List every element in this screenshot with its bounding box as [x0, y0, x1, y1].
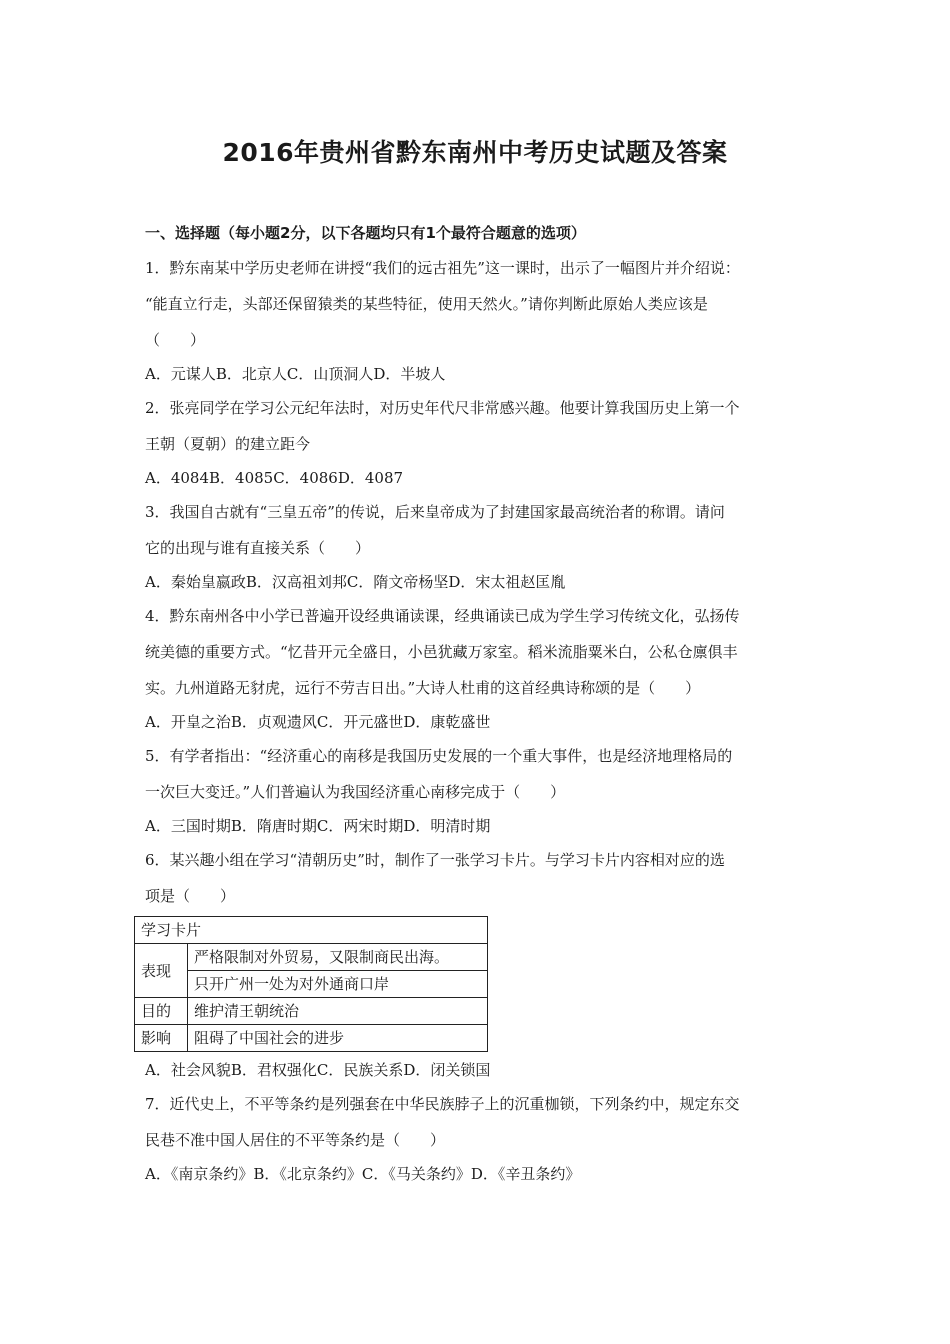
question-2-line-2: 王朝（夏朝）的建立距今: [145, 435, 311, 453]
question-7-options: A．《南京条约》B．《北京条约》C．《马关条约》D．《辛丑条约》: [145, 1165, 581, 1183]
study-card-table: [134, 916, 488, 1052]
question-7-line-1: 7．近代史上，不平等条约是列强套在中华民族脖子上的沉重枷锁，下列条约中，规定东交: [145, 1095, 740, 1113]
card-label-purpose: 目的: [135, 998, 188, 1025]
question-7-line-2: 民巷不准中国人居住的不平等条约是（ ）: [145, 1131, 446, 1149]
question-4-line-1: 4．黔东南州各中小学已普遍开设经典诵读课，经典诵读已成为学生学习传统文化，弘扬传: [145, 607, 740, 625]
question-6-options: A．社会风貌B．君权强化C．民族关系D．闭关锁国: [145, 1061, 491, 1079]
question-4-line-2: 统美德的重要方式。“忆昔开元全盛日，小邑犹藏万家室。稻米流脂粟米白，公私仓廪俱丰: [145, 643, 738, 661]
question-3-line-1: 3．我国自古就有“三皇五帝”的传说，后来皇帝成为了封建国家最高统治者的称谓。请问: [145, 503, 725, 521]
question-3-line-2: 它的出现与谁有直接关系（ ）: [145, 539, 371, 557]
card-label-performance: 表现: [135, 944, 188, 998]
card-header-row: [135, 917, 488, 944]
question-4-line-3: 实。九州道路无豺虎，远行不劳吉日出。”大诗人杜甫的这首经典诗称颂的是（ ）: [145, 679, 701, 697]
card-purpose: 维护清王朝统治: [188, 998, 488, 1025]
question-4-options: A．开皇之治B．贞观遗风C．开元盛世D．康乾盛世: [145, 713, 491, 731]
card-row-impact: [135, 1025, 488, 1052]
question-2-line-1: 2．张亮同学在学习公元纪年法时，对历史年代尺非常感兴趣。他要计算我国历史上第一个: [145, 399, 740, 417]
question-1-options: A．元谋人B．北京人C．山顶洞人D．半坡人: [145, 365, 446, 383]
question-5-options: A．三国时期B．隋唐时期C．两宋时期D．明清时期: [145, 817, 491, 835]
card-row-performance-2: [135, 971, 488, 998]
question-1-line-1: 1．黔东南某中学历史老师在讲授“我们的远古祖先”这一课时，出示了一幅图片并介绍说：: [145, 259, 740, 277]
page-title: 2016年贵州省黔东南州中考历史试题及答案: [222, 138, 728, 167]
question-6-line-1: 6．某兴趣小组在学习“清朝历史”时，制作了一张学习卡片。与学习卡片内容相对应的选: [145, 851, 725, 869]
card-row-purpose: [135, 998, 488, 1025]
section-heading: 一、选择题（每小题2分，以下各题均只有1个最符合题意的选项）: [145, 224, 586, 242]
question-6-line-2: 项是（ ）: [145, 887, 236, 905]
question-1-line-2: “能直立行走，头部还保留猿类的某些特征，使用天然火。”请你判断此原始人类应该是: [145, 295, 708, 313]
question-2-options: A．4084B．4085C．4086D．4087: [145, 469, 404, 487]
question-1-line-3: （ ）: [145, 331, 206, 349]
card-row-performance-1: [135, 944, 488, 971]
card-label-impact: 影响: [135, 1025, 188, 1052]
question-5-line-2: 一次巨大变迁。”人们普遍认为我国经济重心南移完成于（ ）: [145, 783, 566, 801]
card-performance-1: 严格限制对外贸易，又限制商民出海。: [188, 944, 488, 971]
card-performance-2: 只开广州一处为对外通商口岸: [188, 971, 488, 998]
question-5-line-1: 5．有学者指出：“经济重心的南移是我国历史发展的一个重大事件，也是经济地理格局的: [145, 747, 733, 765]
question-3-options: A．秦始皇嬴政B．汉高祖刘邦C．隋文帝杨坚D．宋太祖赵匡胤: [145, 573, 566, 591]
card-header: 学习卡片: [135, 917, 488, 944]
card-impact: 阻碍了中国社会的进步: [188, 1025, 488, 1052]
